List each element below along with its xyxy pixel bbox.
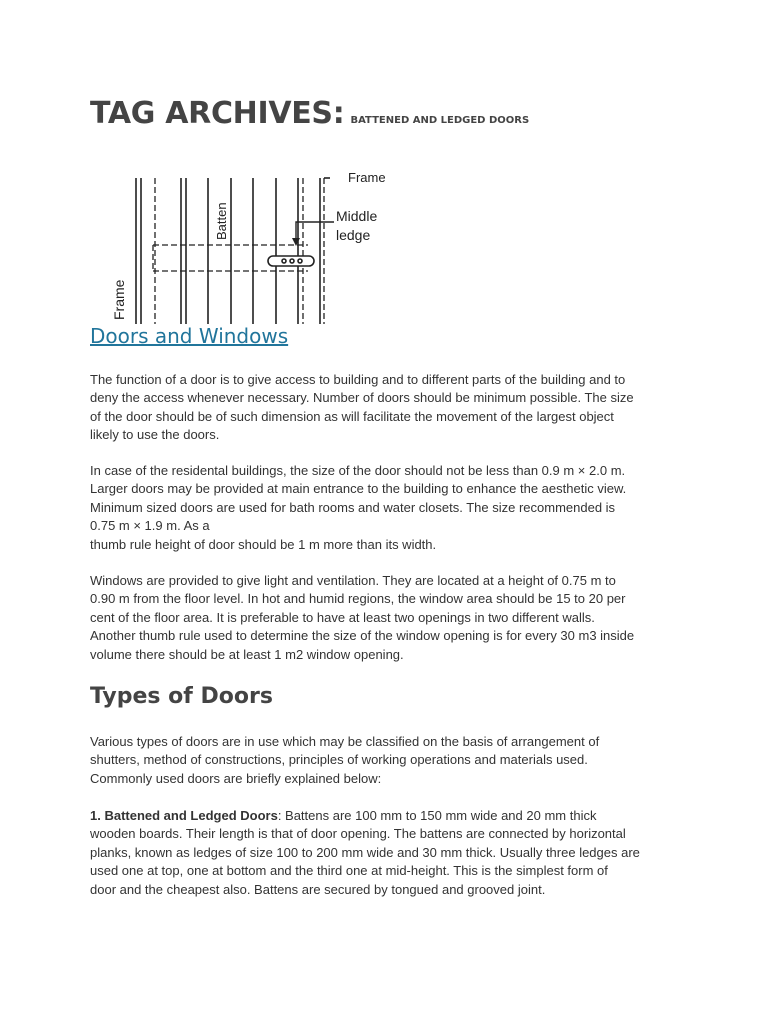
text-line: [90, 807, 680, 825]
text-line: deny the access whenever necessary. Number of doors should be minimum possible. The size: [90, 390, 634, 406]
text-line: 0.90 m from the floor level. In hot and humid regions, the window area should be 15 to 20 per: [90, 591, 626, 607]
paragraph-door-size: [90, 462, 680, 554]
text-line: Minimum sized doors are used for bath rooms and water closets. The size recommended is: [90, 499, 616, 515]
tag-archive-label: TAG ARCHIVES:: [90, 96, 345, 131]
text-line: Commonly used doors are briefly explained below:: [90, 770, 382, 786]
text-line: likely to use the doors.: [90, 427, 220, 443]
tag-archive-heading: [90, 96, 529, 131]
paragraph-door-function: [90, 371, 680, 445]
door-diagram-image: [98, 172, 398, 324]
figure-label-batten: Batten: [214, 202, 229, 240]
text-line: The function of a door is to give access to building and to different parts of the building and to: [90, 372, 626, 387]
text-line: Windows are provided to give light and ventilation. They are located at a height of 0.75 m to: [90, 573, 616, 588]
paragraph-battened-ledged-doors: [90, 807, 680, 899]
paragraph-windows: [90, 572, 680, 664]
text-line: shutters, method of constructions, principles of working operations and materials used.: [90, 752, 588, 768]
figure-label-frame-left: Frame: [111, 279, 127, 320]
paragraph-door-types-intro: [90, 733, 680, 788]
text-line: planks, known as ledges of size 100 to 200 mm wide and 30 mm thick. Usually three ledges are: [90, 844, 640, 860]
text-line: door and the cheapest also. Battens are secured by tongued and grooved joint.: [90, 881, 546, 897]
text-line: volume there should be at least 1 m2 window opening.: [90, 646, 404, 662]
battened-ledged-doors-term: 1. Battened and Ledged Doors: [90, 808, 278, 823]
text-line: Larger doors may be provided at main entrance to the building to enhance the aesthetic view.: [90, 481, 627, 497]
text-line: Another thumb rule used to determine the size of the window opening is for every 30 m3 inside: [90, 628, 635, 644]
figure-label-frame-top: Frame: [348, 172, 386, 185]
post-title-link[interactable]: Doors and Windows: [90, 324, 289, 348]
text-line: wooden boards. Their length is that of door opening. The battens are connected by horizontal: [90, 826, 626, 842]
text-line: used one at top, one at bottom and the third one at mid-height. This is the simplest form of: [90, 863, 608, 879]
text-line: cent of the floor area. It is preferable to have at least two openings in two different walls.: [90, 609, 595, 625]
text-line: In case of the residental buildings, the size of the door should not be less than 0.9 m × 2.0 m.: [90, 463, 626, 478]
figure-label-ledge: ledge: [336, 227, 371, 243]
text-line: 0.75 m × 1.9 m. As a: [90, 518, 210, 534]
text-line: thumb rule height of door should be 1 m more than its width.: [90, 536, 437, 552]
text-line: Various types of doors are in use which may be classified on the basis of arrangement of: [90, 734, 600, 749]
text-line: of the door should be of such dimension as will facilitate the movement of the largest object: [90, 408, 614, 424]
figure-label-middle: Middle: [336, 208, 378, 224]
tag-name: BATTENED AND LEDGED DOORS: [350, 115, 530, 126]
section-heading-types-of-doors: Types of Doors: [90, 684, 273, 709]
text-fragment: : Battens are 100 mm to 150 mm wide and 20 mm thick: [277, 808, 597, 823]
